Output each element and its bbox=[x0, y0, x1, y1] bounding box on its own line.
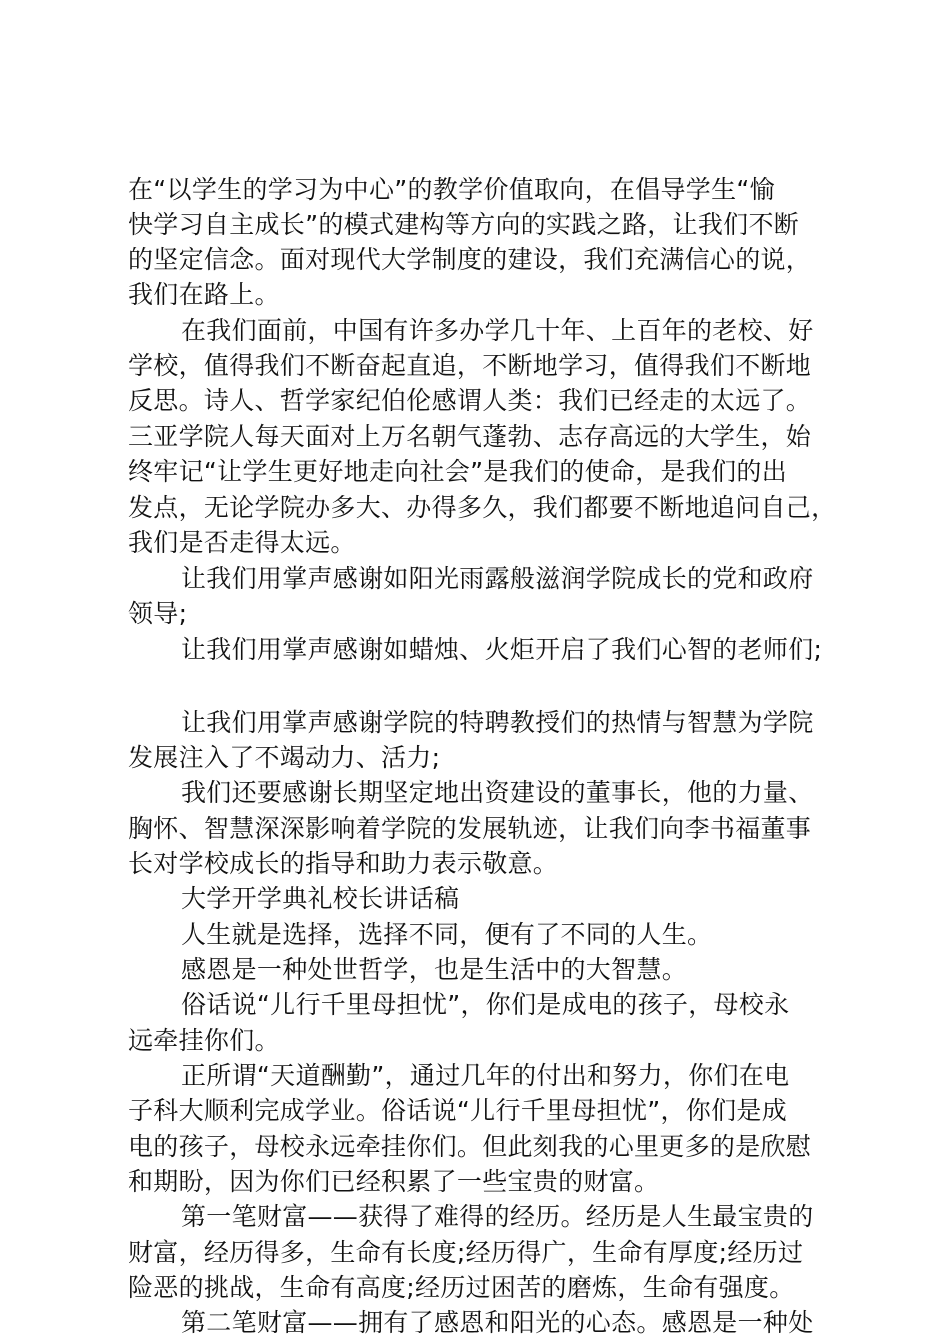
text-line: 终牢记“让学生更好地走向社会”是我们的使命，是我们的出 bbox=[128, 457, 788, 486]
text-line: 正所谓“天道酬勤”，通过几年的付出和努力，你们在电 bbox=[181, 1061, 790, 1090]
text-line: 子科大顺利完成学业。俗话说“儿行千里母担忧”，你们是成 bbox=[128, 1096, 788, 1125]
text-line: 险恶的挑战，生命有高度;经历过困苦的磨炼，生命有强度。 bbox=[128, 1273, 795, 1302]
text-line: 的坚定信念。面对现代大学制度的建设，我们充满信心的说， bbox=[128, 245, 812, 274]
text-line: 财富，经历得多，生命有长度;经历得广，生命有厚度;经历过 bbox=[128, 1238, 804, 1267]
text-line: 我们还要感谢长期坚定地出资建设的董事长，他的力量、 bbox=[181, 778, 814, 807]
text-line: 反思。诗人、哲学家纪伯伦感谓人类：我们已经走的太远了。 bbox=[128, 386, 812, 415]
text-line: 第一笔财富——获得了难得的经历。经历是人生最宝贵的 bbox=[181, 1202, 814, 1231]
text-line: 发点，无论学院办多大、办得多久，我们都要不断地追问自己， bbox=[128, 493, 837, 522]
text-line: 让我们用掌声感谢如蜡烛、火炬开启了我们心智的老师们; bbox=[181, 635, 823, 664]
text-line: 让我们用掌声感谢如阳光雨露般滋润学院成长的党和政府 bbox=[181, 564, 814, 593]
text-line: 电的孩子，母校永远牵挂你们。但此刻我的心里更多的是欣慰 bbox=[128, 1132, 812, 1161]
text-line: 学校，值得我们不断奋起直追，不断地学习，值得我们不断地 bbox=[128, 351, 812, 380]
text-line: 在“以学生的学习为中心”的教学价值取向，在倡导学生“愉 bbox=[128, 175, 775, 204]
text-line: 长对学校成长的指导和助力表示敬意。 bbox=[128, 849, 559, 878]
text-line: 胸怀、智慧深深影响着学院的发展轨迹，让我们向李书福董事 bbox=[128, 814, 812, 843]
text-line: 我们是否走得太远。 bbox=[128, 528, 356, 557]
section-heading: 大学开学典礼校长讲话稿 bbox=[181, 884, 460, 913]
text-line: 三亚学院人每天面对上万名朝气蓬勃、志存高远的大学生，始 bbox=[128, 422, 812, 451]
text-line: 发展注入了不竭动力、活力; bbox=[128, 743, 441, 772]
text-line: 快学习自主成长”的模式建构等方向的实践之路，让我们不断 bbox=[128, 210, 800, 239]
text-line: 第二笔财富——拥有了感恩和阳光的心态。感恩是一种处 bbox=[181, 1308, 814, 1337]
text-line: 感恩是一种处世哲学，也是生活中的大智慧。 bbox=[181, 955, 688, 984]
text-line: 我们在路上。 bbox=[128, 280, 280, 309]
text-line: 领导; bbox=[128, 599, 188, 628]
text-line: 和期盼，因为你们已经积累了一些宝贵的财富。 bbox=[128, 1167, 660, 1196]
text-line: 在我们面前，中国有许多办学几十年、上百年的老校、好 bbox=[181, 316, 814, 345]
text-line: 远牵挂你们。 bbox=[128, 1026, 280, 1055]
text-line: 俗话说“儿行千里母担忧”，你们是成电的孩子，母校永 bbox=[181, 990, 790, 1019]
text-line: 让我们用掌声感谢学院的特聘教授们的热情与智慧为学院 bbox=[181, 708, 814, 737]
text-line: 人生就是选择，选择不同，便有了不同的人生。 bbox=[181, 920, 713, 949]
